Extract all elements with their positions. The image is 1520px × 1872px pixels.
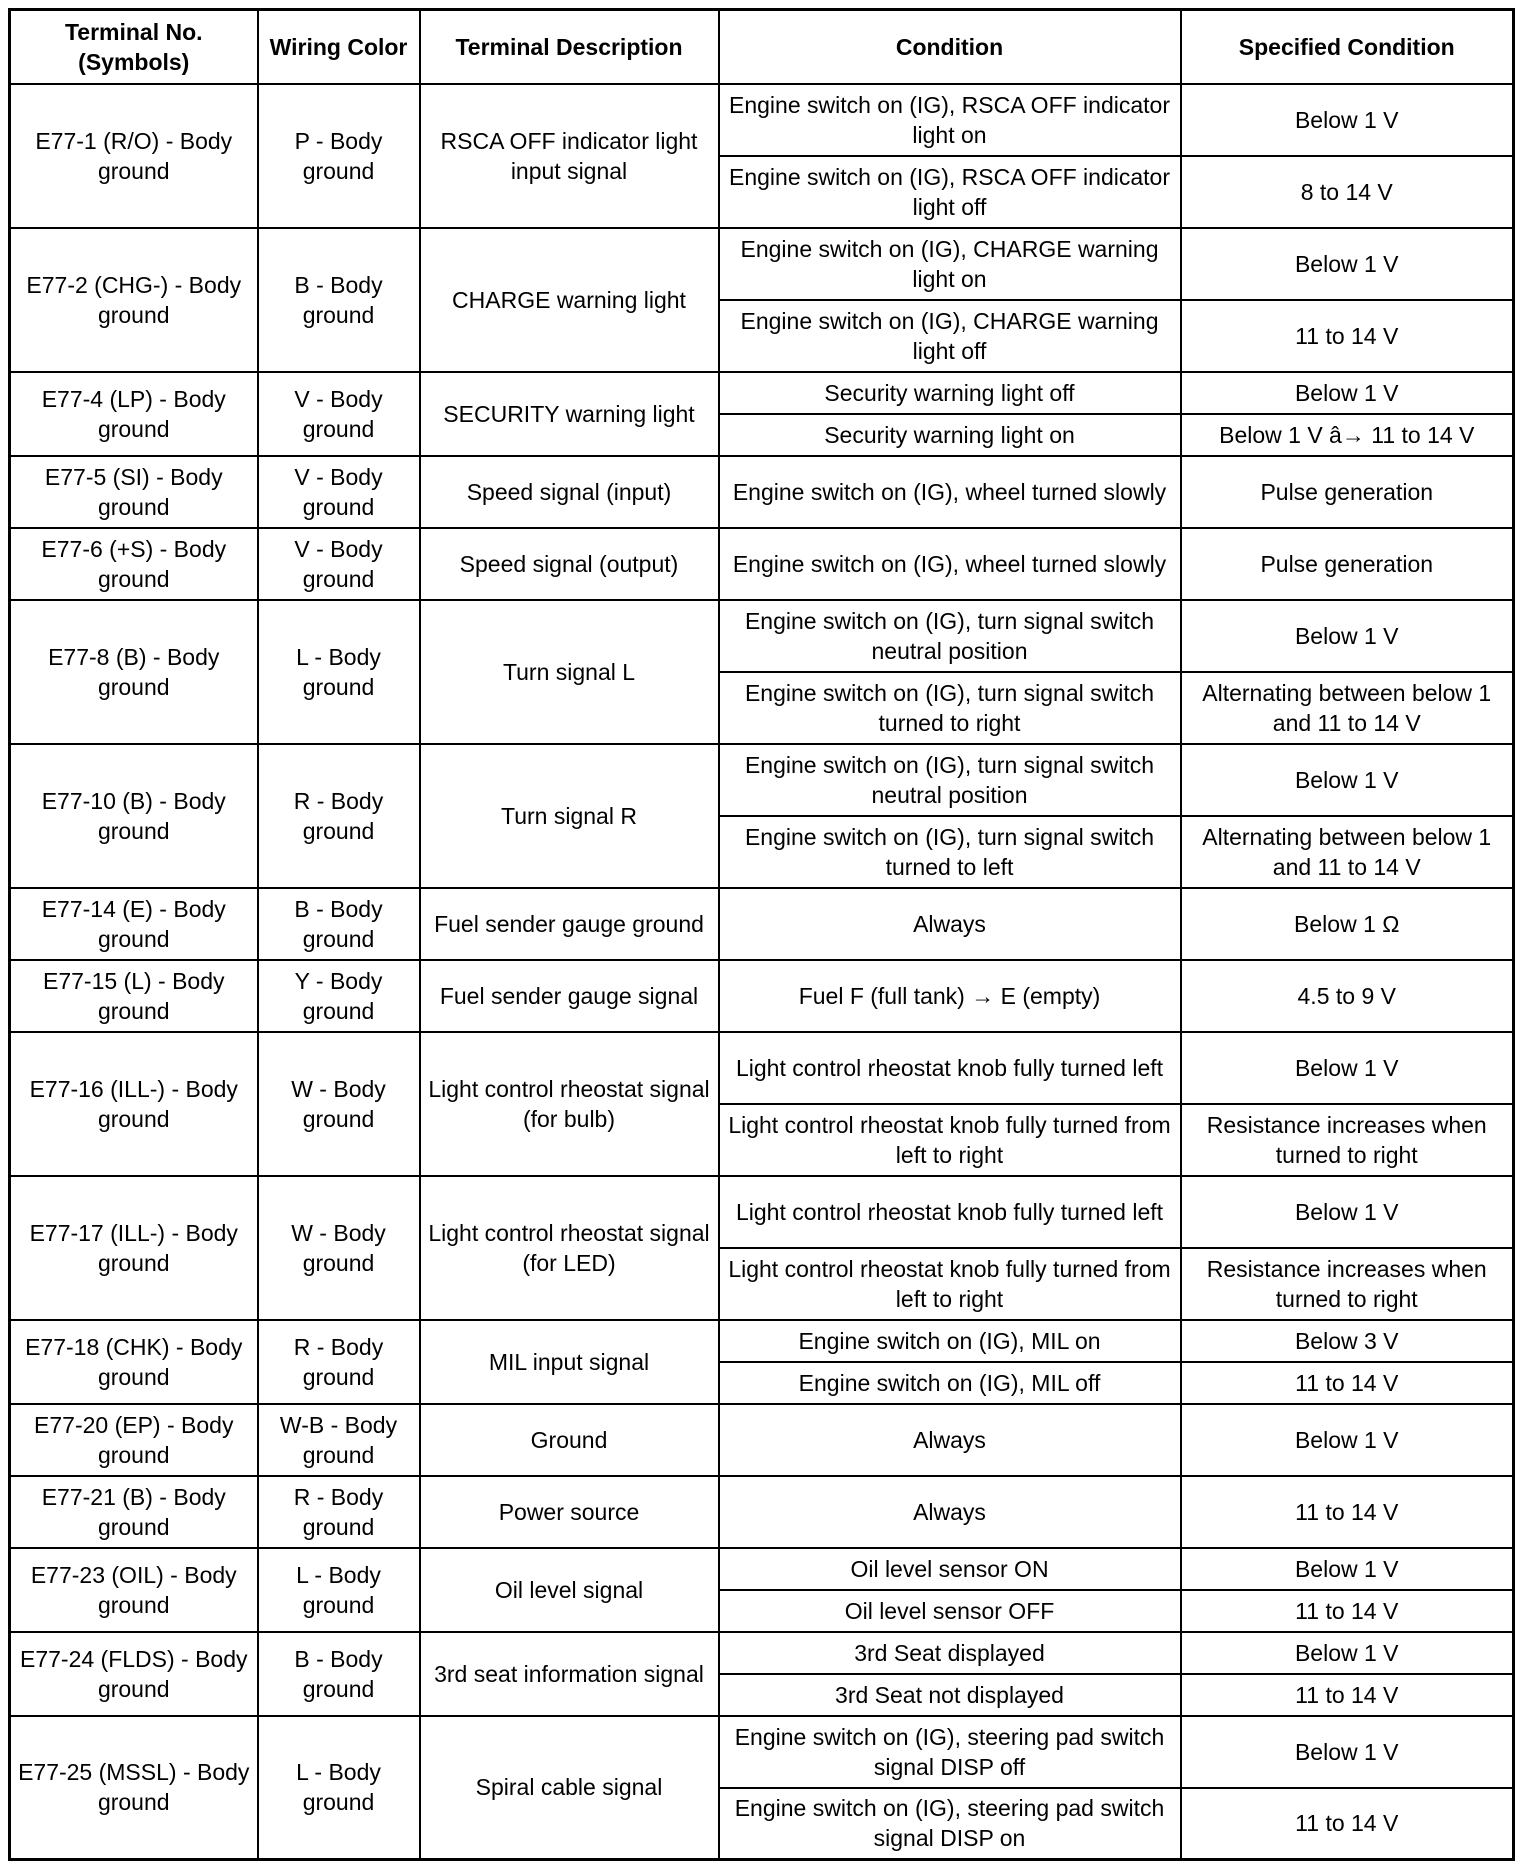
condition-cell: Engine switch on (IG), CHARGE warning light on [719,228,1181,300]
description-cell: MIL input signal [420,1320,719,1404]
specified-condition-cell: 8 to 14 V [1181,156,1514,228]
terminal-cell: E77-14 (E) - Body ground [10,888,258,960]
condition-cell: Engine switch on (IG), wheel turned slowly [719,528,1181,600]
specified-condition-cell: Pulse generation [1181,456,1514,528]
description-cell: Light control rheostat signal (for LED) [420,1176,719,1320]
specified-condition-cell: Alternating between below 1 and 11 to 14 V [1181,672,1514,744]
description-cell: Fuel sender gauge ground [420,888,719,960]
terminal-cell: E77-6 (+S) - Body ground [10,528,258,600]
condition-cell: Always [719,888,1181,960]
specified-condition-cell: Below 1 V [1181,1632,1514,1674]
specified-condition-cell: 11 to 14 V [1181,1788,1514,1860]
specified-condition-cell: Resistance increases when turned to right [1181,1248,1514,1320]
specified-condition-cell: Below 1 V [1181,228,1514,300]
terminal-cell: E77-16 (ILL-) - Body ground [10,1032,258,1176]
table-row [10,1716,1514,1788]
condition-cell: Fuel F (full tank) → E (empty) [719,960,1181,1032]
specified-condition-cell: Alternating between below 1 and 11 to 14 V [1181,816,1514,888]
table-row [10,228,1514,300]
description-cell: RSCA OFF indicator light input signal [420,84,719,228]
wiring-color-cell: V - Body ground [258,372,420,456]
description-cell: Speed signal (input) [420,456,719,528]
header-condition: Condition [719,10,1181,84]
specified-condition-cell: 11 to 14 V [1181,1362,1514,1404]
description-cell: Power source [420,1476,719,1548]
condition-cell: Security warning light off [719,372,1181,414]
table-row [10,456,1514,528]
table-row [10,528,1514,600]
description-cell: Oil level signal [420,1548,719,1632]
specified-condition-cell: Pulse generation [1181,528,1514,600]
terminal-cell: E77-24 (FLDS) - Body ground [10,1632,258,1716]
specified-condition-cell: Below 1 V â→ 11 to 14 V [1181,414,1514,456]
table-row [10,888,1514,960]
condition-cell: Engine switch on (IG), wheel turned slowly [719,456,1181,528]
header-terminal-description: Terminal Description [420,10,719,84]
condition-cell: Light control rheostat knob fully turned left [719,1176,1181,1248]
table-row [10,372,1514,414]
wiring-color-cell: P - Body ground [258,84,420,228]
terminal-cell: E77-17 (ILL-) - Body ground [10,1176,258,1320]
specified-condition-cell: 11 to 14 V [1181,1476,1514,1548]
condition-cell: Engine switch on (IG), MIL on [719,1320,1181,1362]
specified-condition-cell: 4.5 to 9 V [1181,960,1514,1032]
terminal-inspection-table [8,8,1515,1861]
wiring-color-cell: R - Body ground [258,1320,420,1404]
terminal-cell: E77-15 (L) - Body ground [10,960,258,1032]
condition-cell: Always [719,1404,1181,1476]
wiring-color-cell: B - Body ground [258,888,420,960]
condition-cell: Engine switch on (IG), turn signal switch neutral position [719,600,1181,672]
wiring-color-cell: Y - Body ground [258,960,420,1032]
condition-cell: Engine switch on (IG), RSCA OFF indicator light off [719,156,1181,228]
wiring-color-cell: W-B - Body ground [258,1404,420,1476]
description-cell: 3rd seat information signal [420,1632,719,1716]
condition-cell: Engine switch on (IG), turn signal switch neutral position [719,744,1181,816]
terminal-table-sheet [8,8,1512,1861]
condition-cell: Security warning light on [719,414,1181,456]
terminal-cell: E77-20 (EP) - Body ground [10,1404,258,1476]
condition-cell: Light control rheostat knob fully turned left [719,1032,1181,1104]
specified-condition-cell: Below 1 V [1181,84,1514,156]
description-cell: Speed signal (output) [420,528,719,600]
specified-condition-cell: Below 1 V [1181,1032,1514,1104]
table-row [10,1176,1514,1248]
table-row [10,1476,1514,1548]
wiring-color-cell: W - Body ground [258,1032,420,1176]
wiring-color-cell: W - Body ground [258,1176,420,1320]
condition-cell: Engine switch on (IG), MIL off [719,1362,1181,1404]
terminal-cell: E77-8 (B) - Body ground [10,600,258,744]
table-row [10,1548,1514,1590]
terminal-cell: E77-10 (B) - Body ground [10,744,258,888]
specified-condition-cell: Below 1 V [1181,372,1514,414]
description-cell: Light control rheostat signal (for bulb) [420,1032,719,1176]
specified-condition-cell: Below 3 V [1181,1320,1514,1362]
terminal-cell: E77-2 (CHG-) - Body ground [10,228,258,372]
specified-condition-cell: Below 1 V [1181,744,1514,816]
table-row [10,1032,1514,1104]
specified-condition-cell: Below 1 V [1181,1716,1514,1788]
condition-cell: Light control rheostat knob fully turned from left to right [719,1104,1181,1176]
table-row [10,1404,1514,1476]
specified-condition-cell: Below 1 V [1181,1548,1514,1590]
wiring-color-cell: V - Body ground [258,456,420,528]
header-specified-condition: Specified Condition [1181,10,1514,84]
terminal-cell: E77-21 (B) - Body ground [10,1476,258,1548]
condition-cell: Light control rheostat knob fully turned from left to right [719,1248,1181,1320]
table-row [10,1320,1514,1362]
wiring-color-cell: B - Body ground [258,1632,420,1716]
terminal-cell: E77-1 (R/O) - Body ground [10,84,258,228]
wiring-color-cell: L - Body ground [258,1716,420,1860]
terminal-cell: E77-5 (SI) - Body ground [10,456,258,528]
header-wiring-color: Wiring Color [258,10,420,84]
condition-cell: Engine switch on (IG), RSCA OFF indicator light on [719,84,1181,156]
condition-cell: Always [719,1476,1181,1548]
description-cell: SECURITY warning light [420,372,719,456]
table-row [10,744,1514,816]
specified-condition-cell: Below 1 V [1181,1176,1514,1248]
header-terminal-no: Terminal No. (Symbols) [10,10,258,84]
condition-cell: Oil level sensor OFF [719,1590,1181,1632]
table-row [10,84,1514,156]
specified-condition-cell: 11 to 14 V [1181,1674,1514,1716]
condition-cell: Engine switch on (IG), steering pad switch signal DISP on [719,1788,1181,1860]
description-cell: Spiral cable signal [420,1716,719,1860]
specified-condition-cell: Below 1 V [1181,600,1514,672]
specified-condition-cell: Below 1 Ω [1181,888,1514,960]
wiring-color-cell: L - Body ground [258,1548,420,1632]
description-cell: Turn signal L [420,600,719,744]
condition-cell: Oil level sensor ON [719,1548,1181,1590]
terminal-cell: E77-23 (OIL) - Body ground [10,1548,258,1632]
description-cell: Ground [420,1404,719,1476]
table-row [10,1632,1514,1674]
table-body [10,84,1514,1860]
wiring-color-cell: R - Body ground [258,1476,420,1548]
condition-cell: Engine switch on (IG), turn signal switch turned to right [719,672,1181,744]
terminal-cell: E77-4 (LP) - Body ground [10,372,258,456]
condition-cell: Engine switch on (IG), turn signal switch turned to left [719,816,1181,888]
terminal-cell: E77-25 (MSSL) - Body ground [10,1716,258,1860]
condition-cell: Engine switch on (IG), steering pad switch signal DISP off [719,1716,1181,1788]
specified-condition-cell: Below 1 V [1181,1404,1514,1476]
wiring-color-cell: B - Body ground [258,228,420,372]
terminal-cell: E77-18 (CHK) - Body ground [10,1320,258,1404]
specified-condition-cell: Resistance increases when turned to right [1181,1104,1514,1176]
condition-cell: Engine switch on (IG), CHARGE warning light off [719,300,1181,372]
description-cell: CHARGE warning light [420,228,719,372]
header-row [10,10,1514,84]
specified-condition-cell: 11 to 14 V [1181,1590,1514,1632]
condition-cell: 3rd Seat displayed [719,1632,1181,1674]
wiring-color-cell: L - Body ground [258,600,420,744]
table-row [10,600,1514,672]
wiring-color-cell: V - Body ground [258,528,420,600]
condition-cell: 3rd Seat not displayed [719,1674,1181,1716]
description-cell: Fuel sender gauge signal [420,960,719,1032]
wiring-color-cell: R - Body ground [258,744,420,888]
table-row [10,960,1514,1032]
description-cell: Turn signal R [420,744,719,888]
specified-condition-cell: 11 to 14 V [1181,300,1514,372]
